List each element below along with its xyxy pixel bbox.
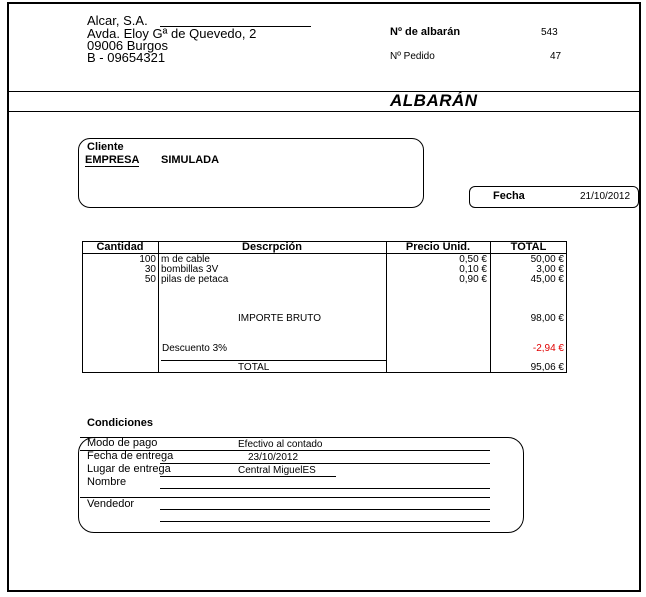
company-city: 09006 Burgos [87, 38, 168, 53]
order-number-label: Nº Pedido [390, 51, 435, 62]
payment-method-label: Modo de pago [87, 437, 158, 449]
total-label: TOTAL [238, 362, 270, 373]
gross-amount-label: IMPORTE BRUTO [238, 313, 321, 324]
gross-amount-value: 98,00 € [530, 313, 564, 324]
conditions-line-7 [160, 509, 490, 510]
document-title: ALBARÁN [390, 91, 478, 110]
delivery-date-value: 23/10/2012 [248, 452, 299, 463]
order-number-value: 47 [550, 51, 562, 62]
col-divider-1 [158, 241, 159, 373]
conditions-title: Condiciones [87, 417, 154, 429]
row-1-total: 50,00 € [530, 254, 564, 265]
payment-method-value: Efectivo al contado [238, 439, 323, 450]
client-name-part2: SIMULADA [161, 154, 220, 166]
conditions-line-4 [160, 476, 336, 477]
discount-label: Descuento 3% [162, 343, 228, 354]
row-2-unit-price: 0,10 € [459, 264, 487, 275]
albaran-number-label: Nº de albarán [390, 26, 461, 38]
total-divider [161, 360, 386, 361]
client-box [78, 138, 424, 208]
col-header-quantity: Cantidad [96, 241, 144, 253]
date-label: Fecha [493, 190, 525, 202]
conditions-line-8 [160, 521, 490, 522]
albaran-number-value: 543 [541, 27, 558, 38]
row-3-total: 45,00 € [530, 274, 564, 285]
company-address: Avda. Eloy Gª de Quevedo, 2 [87, 26, 257, 41]
title-band-bottom [7, 111, 641, 112]
title-band-top [7, 91, 641, 92]
conditions-line-3 [160, 463, 490, 464]
row-1-quantity: 100 [139, 254, 156, 265]
delivery-place-label: Lugar de entrega [87, 463, 171, 475]
col-header-total: TOTAL [510, 241, 547, 253]
conditions-line-5 [160, 488, 490, 489]
col-header-description: Descrpción [242, 241, 302, 253]
row-1-description: m de cable [161, 254, 210, 265]
row-3-quantity: 50 [144, 274, 156, 285]
row-2-description: bombillas 3V [161, 264, 219, 275]
row-3-unit-price: 0,90 € [459, 274, 487, 285]
conditions-line-6 [80, 497, 490, 498]
date-value: 21/10/2012 [580, 191, 631, 202]
row-2-total: 3,00 € [536, 264, 564, 275]
seller-label: Vendedor [87, 498, 135, 510]
total-value: 95,06 € [530, 362, 564, 373]
delivery-place-value: Central MiguelES [238, 465, 316, 476]
company-name: Alcar, S.A. [87, 13, 148, 28]
row-2-quantity: 30 [144, 264, 156, 275]
conditions-line-1 [80, 437, 387, 438]
col-header-unit-price: Precio Unid. [405, 241, 471, 253]
client-label: Cliente [87, 141, 124, 153]
client-name-part1: EMPRESA [85, 154, 140, 166]
row-3-description: pilas de petaca [161, 274, 229, 285]
company-tax-id: B - 09654321 [87, 50, 166, 65]
name-label: Nombre [87, 476, 127, 488]
delivery-date-label: Fecha de entrega [87, 450, 174, 462]
row-1-unit-price: 0,50 € [459, 254, 487, 265]
discount-value: -2,94 € [532, 343, 564, 354]
